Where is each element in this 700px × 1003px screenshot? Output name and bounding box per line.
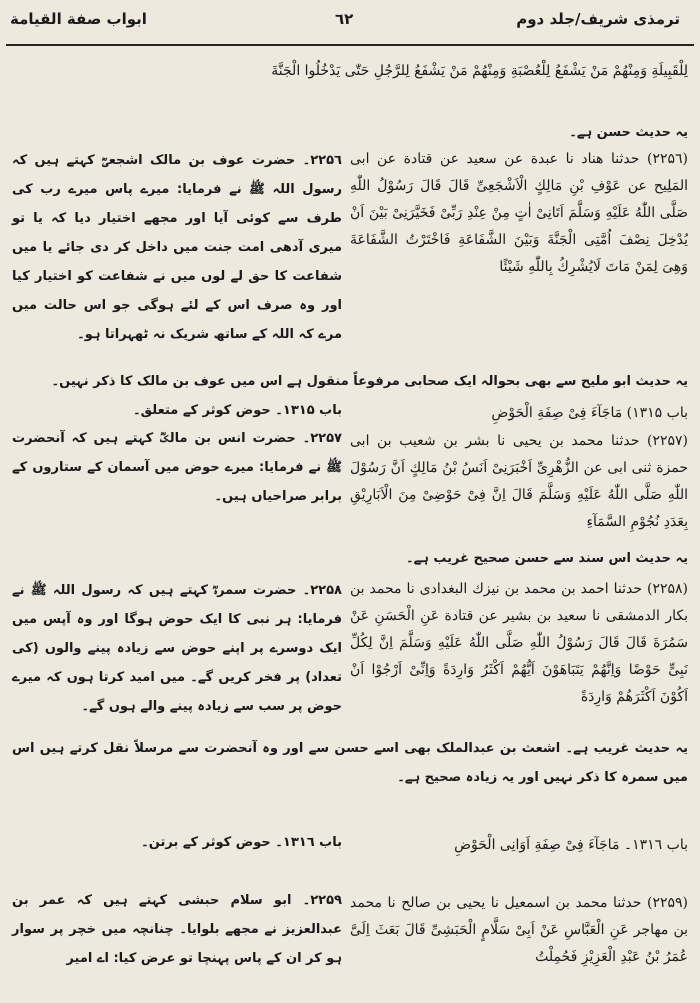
page-number: ٦٢: [335, 10, 354, 28]
hadith-2256-urdu: ۲۲۵٦۔ حضرت عوف بن مالک اشجعیؓ کہتے ہیں کہ رسول اللہ ﷺ نے فرمایا: میرے پاس میرے رب کی طرف سے کوئی آیا اور مجھے اختیار دیا کہ یا تو میری آدھی امت جنت میں داخل کر دی جائے یا میں شفاعت کا حق لے لوں میں نے شفاعت کو اختیار کیا اور وہ صرف اس کے لئے ہوگی جو اس حالت میں مرے کہ اللہ کے ساتھ شریک نہ ٹھہراتا ہو۔: [12, 153, 342, 342]
hadith-2256-arabic: (۲۲۵٦) حدثنا هناد نا عبدة عن سعید عن قتادة عن ابی المَلِیح عن عَوْفِ بْنِ مَالِكٍ الْاَشْجَعِیِّ قَالَ قَالَ رَسُوْلُ اللّٰهِ صَلَّى اللّٰهُ عَلَیْهِ وَسَلَّمَ اَتَانِیْ اٰتٍ مِنْ عِنْدِ رَبِّیْ فَخَیَّرَنِیْ بَیْنَ اَنْ یُدْخِلَ نِصْفَ اُمَّتِی الْجَنَّةَ وَبَیْنَ الشَّفَاعَةِ فَاخْتَرْتُ الشَّفَاعَةَ وَهِیَ لِمَنْ مَاتَ لَایُشْرِكُ بِاللّٰهِ شَیْئًا: [350, 151, 689, 275]
note-abu-malih: یہ حدیث ابو ملیح سے بھی بحوالہ ایک صحابی مرفوعاً منقول ہے اس میں عوف بن مالک کا ذکر نہیں۔: [51, 374, 688, 389]
page-header: [0, 0, 700, 52]
hadith-2259-arabic: (۲۲۵۹) حدثنا محمد بن اسمعیل نا یحیی بن صالح نا محمد بن مهاجر عَنِ الْعَبَّاسِ عَنْ اَبِیْ سَلَّامٍ الْحَبَشِیِّ قَالَ بَعَثَ اِلَیَّ عُمَرُ بْنُ عَبْدِ الْعَزِیْزِ فَحُمِلْتُ: [350, 895, 688, 965]
chapter-1316-urdu: باب ۱۳۱٦۔ حوض کوثر کے برتن۔: [141, 835, 342, 850]
hadith-2258-arabic: (۲۲۵۸) حدثنا احمد بن محمد بن نیزك البغدادی نا محمد بن بكار الدمشقی نا سعید بن بشیر عن قتادة عَنِ الْحَسَنِ عَنْ سَمُرَةَ قَالَ قَالَ رَسُوْلُ اللّٰهِ صَلَّى اللّٰهُ عَلَیْهِ وَسَلَّمَ اِنَّ لِكُلِّ نَبِیٍّ حَوْضًا وَاِنَّهُمْ یَتَبَاهَوْنَ اَیُّهُمْ اَكْثَرُ وَارِدَةً وَاِنِّیْ اَرْجُوْا اَنْ اَكُوْنَ اَكْثَرَهُمْ وَارِدَةً: [350, 581, 688, 705]
header-book-title: ترمذی شریف/جلد دوم: [516, 10, 680, 28]
arabic-continuation: لِلْقَبِیلَةِ وَمِنْهُمْ مَنْ یَشْفَعُ لِلْعُصْبَةِ وَمِنْهُمْ مَنْ یَشْفَعُ لِلرَّجُلِ حَتّٰی یَدْخُلُوا الْجَنَّةَ: [271, 63, 688, 79]
grading-note-hasan-sahih: یہ حدیث اس سند سے حسن صحیح غریب ہے۔: [406, 551, 688, 566]
note-ashath: یہ حدیث غریب ہے۔ اشعث بن عبدالملک بھی اسے حسن سے اور وہ آنحضرت سے مرسلاً نقل کرتے ہیں اس میں سمرہ کا ذکر نہیں اور یہ زیادہ صحیح ہے۔: [12, 741, 688, 785]
hadith-2259-urdu: ۲۲۵۹۔ ابو سلام حبشی کہتے ہیں کہ عمر بن عبدالعزیز نے مجھے بلوایا۔ چنانچہ میں خچر پر سوار ہو کر ان کے پاس پہنچا تو عرض کیا: اے امیر: [12, 893, 342, 966]
header-chapter-title: ابواب صفة القیامة: [10, 10, 147, 28]
chapter-1315-arabic: باب ۱۳۱۵) مَاجَآءَ فِیْ صِفَةِ الْحَوْضِ: [491, 405, 688, 421]
hadith-2257-arabic: (۲۲۵۷) حدثنا محمد بن یحیی نا بشر بن شعیب بن ابی حمزة ثنی ابی عن الزُّهْرِیِّ اَخْبَرَنِیْ اَنَسُ بْنُ مَالِكٍ اَنَّ رَسُوْلَ اللّٰهِ صَلَّى اللّٰهُ عَلَیْهِ وَسَلَّمَ قَالَ اِنَّ فِیْ حَوْضِیْ مِنَ الْاَبَارِیْقِ بِعَدَدِ نُجُوْمِ السَّمَآءِ: [350, 433, 688, 530]
hadith-2258-urdu: ۲۲۵۸۔ حضرت سمرہؓ کہتے ہیں کہ رسول اللہ ﷺ نے فرمایا: ہر نبی کا ایک حوض ہوگا اور وہ آپس میں ایک دوسرے پر اپنے حوض سے زیادہ پینے والوں (کی تعداد) پر فخر کریں گے۔ میں امید کرتا ہوں کہ میرے حوض پر سب سے زیادہ پینے والے ہوں گے۔: [12, 583, 342, 714]
header-rule: [6, 44, 694, 46]
grading-note-hasan: یہ حدیث حسن ہے۔: [569, 125, 688, 140]
chapter-1316-arabic: باب ۱۳۱٦۔ مَاجَآءَ فِیْ صِفَةِ اَوَانِی الْحَوْضِ: [454, 837, 688, 853]
chapter-1315-urdu: باب ۱۳۱۵۔ حوض کوثر کے متعلق۔: [132, 403, 342, 418]
hadith-2257-urdu: ۲۲۵۷۔ حضرت انس بن مالکؓ کہتے ہیں کہ آنحضرت ﷺ نے فرمایا: میرے حوض میں آسمان کے ستاروں کے برابر صراحیاں ہیں۔: [12, 431, 342, 504]
